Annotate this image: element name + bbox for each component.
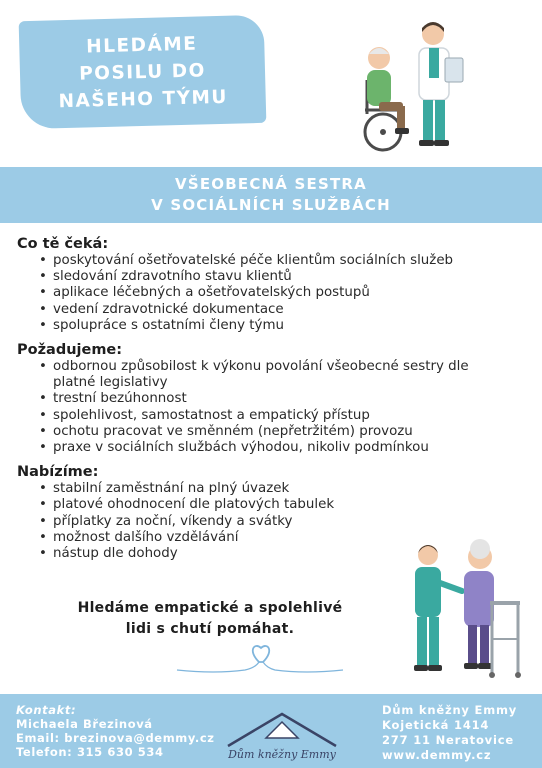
closing-statement xyxy=(40,598,380,640)
street-address: Kojetická 1414 xyxy=(382,718,490,732)
list-item: • vedení zdravotnické dokumentace xyxy=(39,302,542,318)
contact-phone[interactable]: Telefon: 315 630 534 xyxy=(16,745,164,760)
list-item: • aplikace léčebných a ošetřovatelských postupů xyxy=(39,285,542,301)
list-item: • odbornou způsobilost k výkonu povolání všeobecné sestry dle platné legislativy xyxy=(39,359,479,391)
list-item: • stabilní zaměstnání na plný úvazek xyxy=(39,481,542,497)
section-requirements xyxy=(17,341,542,456)
logo-text: Dům kněžny Emmy xyxy=(228,748,336,761)
section-duties xyxy=(17,235,542,334)
list-item: • poskytování ošetřovatelské péče klientům sociálních služeb xyxy=(39,253,542,269)
nurse-with-elderly-walker-illustration xyxy=(400,535,525,685)
list-item: • platové ohodnocení dle platových tabulek xyxy=(39,497,542,513)
heart-line-decoration xyxy=(175,640,345,680)
list-item: • trestní bezúhonnost xyxy=(39,391,542,407)
list-item: • sledování zdravotního stavu klientů xyxy=(39,269,542,285)
list-item: • příplatky za noční, víkendy a svátky xyxy=(39,514,542,530)
list-item: • nástup dle dohody xyxy=(39,546,542,562)
contact-name: Michaela Březinová xyxy=(16,717,153,731)
section-title: Požadujeme: xyxy=(17,342,123,359)
position-title-line-1: VŠEOBECNÁ SESTRA xyxy=(175,175,367,193)
contact-email[interactable]: Email: brezinova@demmy.cz xyxy=(16,731,215,746)
organization-name: Dům kněžny Emmy xyxy=(382,703,518,717)
hero-badge xyxy=(19,15,267,129)
list-item: • ochotu pracovat ve směnném (nepřetržitém) provozu xyxy=(39,424,542,440)
list-item: • spolehlivost, samostatnost a empatický přístup xyxy=(39,408,542,424)
position-banner xyxy=(0,167,542,223)
position-title-line-2: V SOCIÁLNÍCH SLUŽBÁCH xyxy=(151,196,391,214)
bullet-list xyxy=(39,359,542,456)
doctor-with-wheelchair-patient-illustration xyxy=(345,10,475,155)
hero-title-line-1: HLEDÁME xyxy=(85,33,198,57)
closing-line-1: Hledáme empatické a spolehlivé xyxy=(77,600,343,616)
closing-line-2: lidi s chutí pomáhat. xyxy=(125,621,295,637)
list-item: • možnost dalšího vzdělávání xyxy=(39,530,542,546)
bullet-list xyxy=(39,253,542,334)
list-item: • spolupráce s ostatními členy týmu xyxy=(39,318,542,334)
hero-title-line-3: NAŠEHO TÝMU xyxy=(58,86,229,112)
job-details xyxy=(17,235,542,569)
city-address: 277 11 Neratovice xyxy=(382,733,514,747)
address-block xyxy=(382,703,517,763)
contact-block xyxy=(16,703,215,760)
section-title: Nabízíme: xyxy=(17,464,99,481)
hero-title-line-2: POSILU DO xyxy=(78,59,207,85)
organization-logo xyxy=(222,704,342,762)
list-item: • praxe v sociálních službách výhodou, nikoliv podmínkou xyxy=(39,440,542,456)
contact-label: Kontakt: xyxy=(16,703,77,717)
section-title: Co tě čeká: xyxy=(17,236,109,252)
footer xyxy=(0,694,542,768)
website-link[interactable]: www.demmy.cz xyxy=(382,748,492,762)
